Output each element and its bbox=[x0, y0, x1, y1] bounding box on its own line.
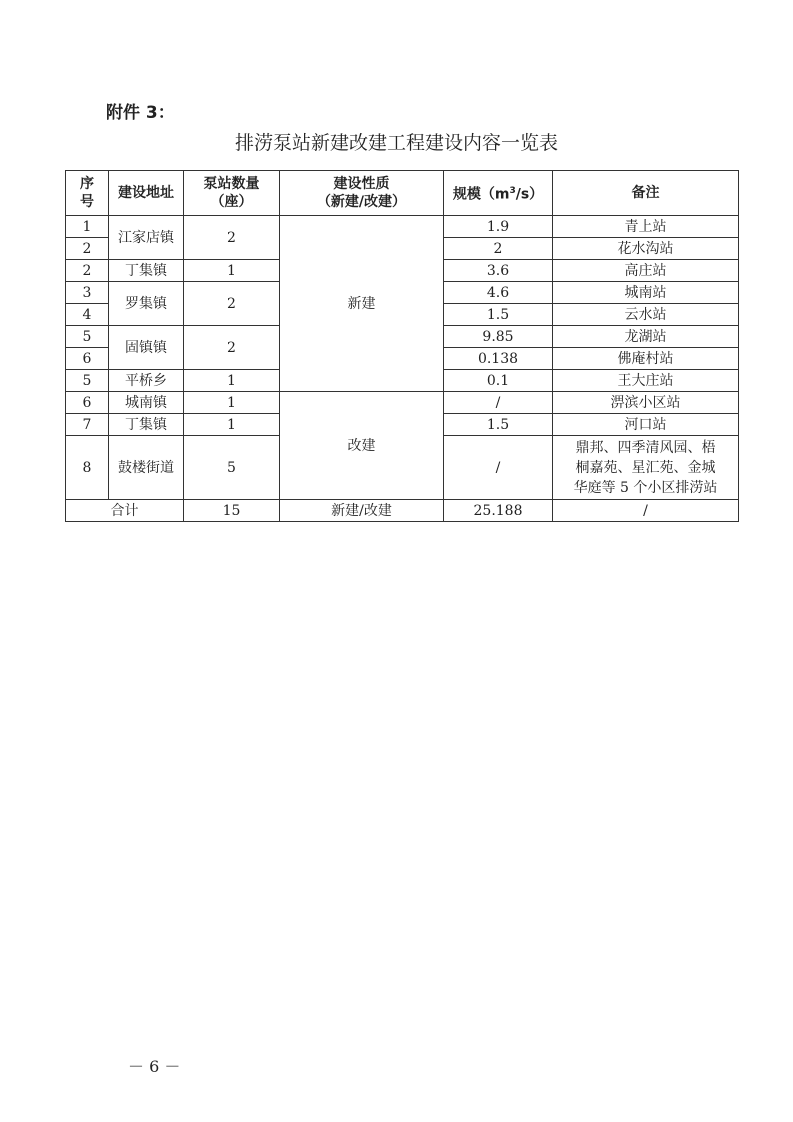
row-seq: 7 bbox=[66, 414, 109, 436]
row-seq: 2 bbox=[66, 260, 109, 282]
table-row bbox=[66, 392, 739, 414]
row-location: 丁集镇 bbox=[109, 260, 184, 282]
row-seq: 6 bbox=[66, 348, 109, 370]
header-nature: 建设性质 （新建/改建） bbox=[280, 171, 444, 216]
row-remark: 云水站 bbox=[553, 304, 739, 326]
row-seq: 2 bbox=[66, 238, 109, 260]
row-count: 1 bbox=[184, 392, 280, 414]
row-scale: / bbox=[444, 392, 553, 414]
table-row bbox=[66, 216, 739, 238]
row-count: 1 bbox=[184, 260, 280, 282]
header-count: 泵站数量 （座） bbox=[184, 171, 280, 216]
total-nature: 新建/改建 bbox=[280, 500, 444, 522]
nature-new-cell: 新建 bbox=[280, 216, 444, 392]
row-seq: 5 bbox=[66, 326, 109, 348]
row-location: 城南镇 bbox=[109, 392, 184, 414]
row-seq: 1 bbox=[66, 216, 109, 238]
row-count: 1 bbox=[184, 414, 280, 436]
row-remark: 淠滨小区站 bbox=[553, 392, 739, 414]
row-scale: 1.5 bbox=[444, 414, 553, 436]
row-seq: 3 bbox=[66, 282, 109, 304]
total-count: 15 bbox=[184, 500, 280, 522]
header-remark: 备注 bbox=[553, 171, 739, 216]
row-scale: 9.85 bbox=[444, 326, 553, 348]
row-count: 5 bbox=[184, 436, 280, 500]
header-seq: 序 号 bbox=[66, 171, 109, 216]
nature-rebuild-cell: 改建 bbox=[280, 392, 444, 500]
row-remark: 王大庄站 bbox=[553, 370, 739, 392]
page-number: － 6 － bbox=[128, 1057, 181, 1076]
header-scale: 规模$(m^3/s)$ bbox=[444, 171, 553, 216]
document-title: 排涝泵站新建改建工程建设内容一览表 bbox=[234, 132, 558, 154]
total-scale: 25.188 bbox=[444, 500, 553, 522]
row-location: 丁集镇 bbox=[109, 414, 184, 436]
total-label: 合计 bbox=[66, 500, 184, 522]
row-remark: 河口站 bbox=[553, 414, 739, 436]
table-header-row bbox=[66, 171, 739, 216]
row-count: 1 bbox=[184, 370, 280, 392]
row-scale: 0.1 bbox=[444, 370, 553, 392]
row-scale: 2 bbox=[444, 238, 553, 260]
total-row bbox=[66, 500, 739, 522]
row-location: 罗集镇 bbox=[109, 282, 184, 326]
row-count: 2 bbox=[184, 282, 280, 326]
row-remark: 高庄站 bbox=[553, 260, 739, 282]
row-remark: 花水沟站 bbox=[553, 238, 739, 260]
row-scale: / bbox=[444, 436, 553, 500]
header-location: 建设地址 bbox=[109, 171, 184, 216]
row-scale: 4.6 bbox=[444, 282, 553, 304]
construction-table bbox=[65, 170, 739, 522]
row-remark: 龙湖站 bbox=[553, 326, 739, 348]
row-location: 江家店镇 bbox=[109, 216, 184, 260]
total-remark: / bbox=[553, 500, 739, 522]
row-seq: 5 bbox=[66, 370, 109, 392]
row-scale: 1.9 bbox=[444, 216, 553, 238]
attachment-label: 附件 3： bbox=[106, 103, 175, 123]
row-seq: 8 bbox=[66, 436, 109, 500]
row-location: 平桥乡 bbox=[109, 370, 184, 392]
row-remark: 佛庵村站 bbox=[553, 348, 739, 370]
row-scale: 1.5 bbox=[444, 304, 553, 326]
row-remark: 鼎邦、四季清风园、梧 桐嘉苑、星汇苑、金城 华庭等 5 个小区排涝站 bbox=[553, 436, 739, 500]
row-count: 2 bbox=[184, 216, 280, 260]
row-location: 固镇镇 bbox=[109, 326, 184, 370]
row-count: 2 bbox=[184, 326, 280, 370]
row-location: 鼓楼街道 bbox=[109, 436, 184, 500]
row-scale: 0.138 bbox=[444, 348, 553, 370]
row-scale: 3.6 bbox=[444, 260, 553, 282]
row-seq: 4 bbox=[66, 304, 109, 326]
row-remark: 青上站 bbox=[553, 216, 739, 238]
row-remark: 城南站 bbox=[553, 282, 739, 304]
row-seq: 6 bbox=[66, 392, 109, 414]
